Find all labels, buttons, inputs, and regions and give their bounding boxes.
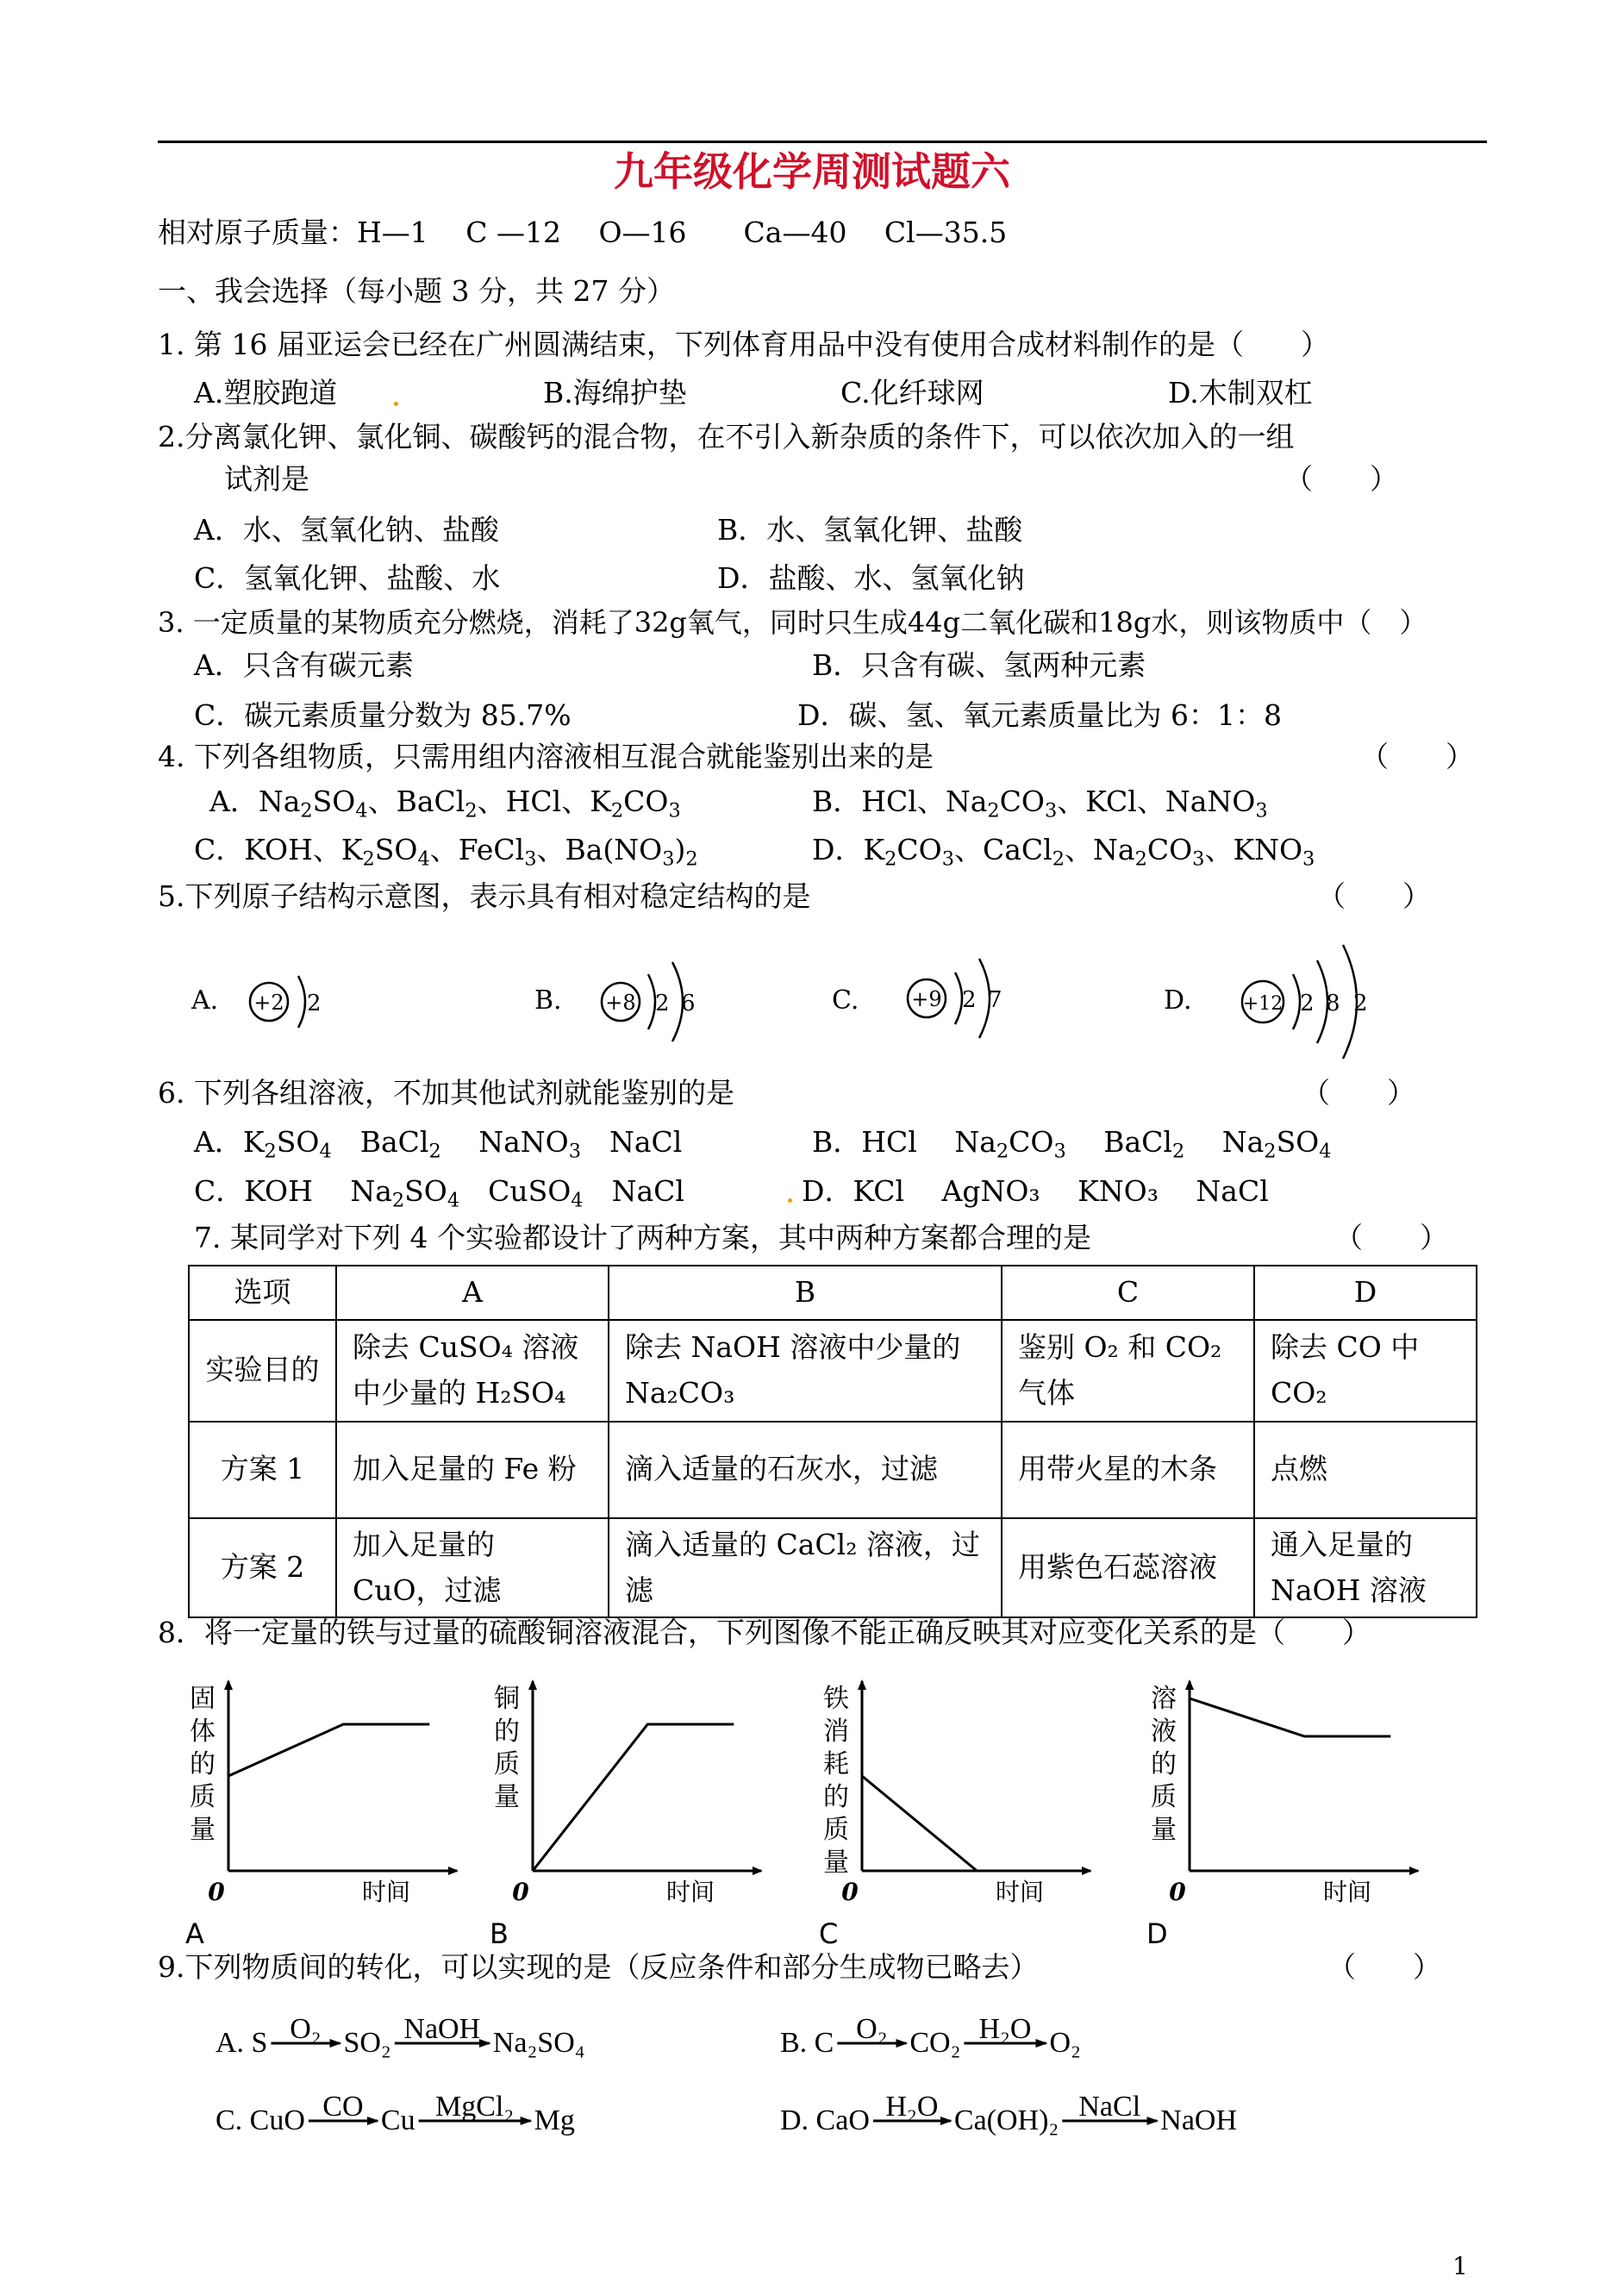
q9-product-2: O₂ bbox=[1049, 2027, 1081, 2059]
table-cell: D bbox=[1254, 1266, 1477, 1320]
q4-paren: （ ） bbox=[1360, 740, 1474, 773]
q9-product-1: Ca(OH)₂ bbox=[953, 2104, 1059, 2136]
q5-a-shell-1-count: 2 bbox=[307, 991, 322, 1016]
q9-product-2: Na₂SO₄ bbox=[492, 2027, 585, 2059]
q2-option-b: B．水、氢氧化钾、盐酸 bbox=[717, 513, 1023, 547]
q2-option-c: C．氢氧化钾、盐酸、水 bbox=[194, 561, 501, 595]
y-axis-label-char: 量 bbox=[1151, 1815, 1177, 1845]
q5-c-shell-1-count: 2 bbox=[962, 987, 977, 1013]
y-axis-label-char: 耗 bbox=[823, 1749, 849, 1779]
q9-reagent-1: H₂O bbox=[885, 2091, 939, 2123]
y-axis-label-char: 质 bbox=[190, 1782, 215, 1812]
q5-b-shell-2-count: 6 bbox=[681, 991, 696, 1016]
table-cell: B bbox=[609, 1266, 1002, 1320]
x-axis-label: 时间 bbox=[666, 1878, 715, 1906]
q1-option-b: B.海绵护垫 bbox=[543, 376, 687, 410]
q9-reagent-2: NaOH bbox=[403, 2013, 481, 2045]
q7-table bbox=[188, 1265, 1477, 1618]
q9-product-1: Cu bbox=[380, 2104, 415, 2136]
q5-d-shell-1-count: 2 bbox=[1300, 991, 1315, 1016]
table-cell: 加入足量的 Fe 粉 bbox=[336, 1422, 609, 1518]
q5-b-nucleus bbox=[602, 983, 640, 1021]
table-cell: 鉴别 O₂ 和 CO₂ 气体 bbox=[1002, 1320, 1254, 1422]
q5-c-nucleus-charge: +9 bbox=[911, 987, 942, 1011]
q5-c-shell-1 bbox=[955, 972, 962, 1024]
y-axis-label-char: 量 bbox=[190, 1815, 215, 1845]
y-axis-label-char: 量 bbox=[823, 1848, 849, 1878]
q5-label-a: A. bbox=[191, 985, 219, 1016]
q9-option-c bbox=[215, 2091, 575, 2136]
y-axis-label-char: 的 bbox=[823, 1782, 849, 1812]
y-axis-label-char: 质 bbox=[494, 1749, 520, 1779]
q8-graph-d bbox=[1146, 1681, 1418, 1950]
q5-label-b: B. bbox=[534, 985, 562, 1016]
table-row bbox=[189, 1320, 1477, 1422]
q3-option-b: B．只含有碳、氢两种元素 bbox=[812, 648, 1146, 682]
origin-label: 0 bbox=[841, 1878, 859, 1906]
table-row bbox=[189, 1422, 1477, 1518]
x-axis-label: 时间 bbox=[996, 1878, 1045, 1906]
table-cell: 除去 CuSO₄ 溶液中少量的 H₂SO₄ bbox=[336, 1320, 609, 1422]
q2-paren: （ ） bbox=[1284, 462, 1398, 496]
table-row bbox=[189, 1518, 1477, 1618]
table-cell: 用带火星的木条 bbox=[1002, 1422, 1254, 1518]
q5-a-shell-1 bbox=[298, 976, 305, 1028]
q5-d-shell-3 bbox=[1343, 945, 1357, 1059]
q5-a-nucleus-charge: +2 bbox=[253, 991, 284, 1015]
atomic-masses: 相对原子质量：H—1 C —12 O—16 Ca—40 Cl—35.5 bbox=[158, 216, 1008, 249]
y-axis-label-char: 固 bbox=[190, 1684, 215, 1714]
y-axis-label-char: 溶 bbox=[1151, 1684, 1177, 1714]
stray-dot bbox=[394, 402, 398, 406]
y-axis-label-char: 液 bbox=[1151, 1717, 1177, 1747]
q6-option-d: D．KCl AgNO₃ KNO₃ NaCl bbox=[802, 1174, 1269, 1208]
q5-label-d: D. bbox=[1164, 985, 1192, 1016]
q9-reagent-2: H₂O bbox=[978, 2013, 1032, 2045]
table-cell: 除去 NaOH 溶液中少量的 Na₂CO₃ bbox=[609, 1320, 1002, 1422]
q2-option-a: A．水、氢氧化钠、盐酸 bbox=[194, 513, 499, 547]
q9-option-d bbox=[780, 2091, 1237, 2136]
q9-reactant: B. C bbox=[780, 2027, 834, 2059]
q6-paren: （ ） bbox=[1302, 1076, 1415, 1110]
q5-d-shell-1 bbox=[1293, 974, 1300, 1029]
q9-reagent-2: NaCl bbox=[1078, 2091, 1141, 2123]
graph-letter-label: A bbox=[185, 1917, 204, 1950]
table-cell: 滴入适量的石灰水，过滤 bbox=[609, 1422, 1002, 1518]
y-axis-label-char: 的 bbox=[190, 1749, 215, 1779]
graph-letter-label: D bbox=[1146, 1917, 1168, 1950]
top-rule bbox=[158, 141, 1487, 143]
q5-c-shell-2 bbox=[979, 959, 990, 1038]
q4-option-c: C．KOH、$K_2SO_4$、FeCl$_3$、$Ba(NO_3)_2$ bbox=[194, 833, 698, 871]
q6-option-c: C．KOH $Na_2SO_4$ CuSO$_4$ NaCl bbox=[194, 1174, 684, 1212]
y-axis-label-char: 质 bbox=[823, 1815, 849, 1845]
q3-stem: 3. 一定质量的某物质充分燃烧，消耗了32g氧气，同时只生成44g二氧化碳和18g水，则该物质中（ ） bbox=[158, 606, 1427, 639]
q5-a-nucleus bbox=[250, 983, 288, 1021]
table-cell: 方案 2 bbox=[189, 1518, 336, 1618]
origin-label: 0 bbox=[1169, 1878, 1186, 1906]
q9-reactant: C. CuO bbox=[215, 2104, 305, 2136]
q8-stem: 8．将一定量的铁与过量的硫酸铜溶液混合，下列图像不能正确反映其对应变化关系的是（ ） bbox=[158, 1616, 1371, 1649]
stray-dot bbox=[788, 1198, 792, 1203]
section-heading: 一、我会选择（每小题 3 分，共 27 分） bbox=[158, 274, 675, 308]
table-cell: 加入足量的 CuO，过滤 bbox=[336, 1518, 609, 1618]
q7-stem: 7. 某同学对下列 4 个实验都设计了两种方案，其中两种方案都合理的是 bbox=[194, 1221, 1091, 1254]
q5-d-shell-2-count: 8 bbox=[1326, 991, 1340, 1016]
table-cell: 除去 CO 中 CO₂ bbox=[1254, 1320, 1477, 1422]
q9-reagent-1: O₂ bbox=[856, 2013, 888, 2045]
q9-stem: 9.下列物质间的转化，可以实现的是（反应条件和部分生成物已略去） bbox=[158, 1950, 1039, 1984]
q6-option-a: A．$K_2SO_4$ BaCl$_2$ NaNO$_3$ NaCl bbox=[194, 1125, 683, 1163]
graph-letter-label: B bbox=[490, 1917, 509, 1950]
q8-graph-a bbox=[185, 1681, 457, 1950]
table-cell: A bbox=[336, 1266, 609, 1320]
y-axis-label-char: 消 bbox=[823, 1717, 849, 1747]
q2-stem: 2.分离氯化钾、氯化铜、碳酸钙的混合物，在不引入新杂质的条件下，可以依次加入的一组 bbox=[158, 420, 1295, 453]
page-title: 九年级化学周测试题六 bbox=[614, 148, 1010, 195]
q9-reactant: A. S bbox=[215, 2027, 268, 2059]
q8-graph-c bbox=[819, 1681, 1090, 1950]
y-axis-label-char: 量 bbox=[494, 1782, 520, 1812]
q9-reagent-1: O₂ bbox=[290, 2013, 322, 2045]
series-line bbox=[533, 1724, 734, 1871]
q5-b-shell-1 bbox=[648, 974, 655, 1029]
q5-d-shell-2 bbox=[1317, 960, 1327, 1043]
graph-letter-label: C bbox=[819, 1917, 839, 1950]
table-cell: 滴入适量的 CaCl₂ 溶液，过滤 bbox=[609, 1518, 1002, 1618]
q9-option-b bbox=[780, 2013, 1081, 2059]
table-cell: 点燃 bbox=[1254, 1422, 1477, 1518]
q1-option-c: C.化纤球网 bbox=[840, 376, 984, 410]
table-cell: 用紫色石蕊溶液 bbox=[1002, 1518, 1254, 1618]
series-line bbox=[228, 1724, 429, 1776]
q4-stem: 4. 下列各组物质，只需用组内溶液相互混合就能鉴别出来的是 bbox=[158, 740, 934, 773]
table-cell: 方案 1 bbox=[189, 1422, 336, 1518]
y-axis-label-char: 质 bbox=[1151, 1782, 1177, 1812]
q9-reagent-1: CO bbox=[322, 2091, 364, 2123]
table-cell: 实验目的 bbox=[189, 1320, 336, 1422]
q3-option-a: A．只含有碳元素 bbox=[194, 648, 414, 682]
y-axis-label-char: 铜 bbox=[494, 1684, 520, 1714]
q4-option-a: A．$Na_2SO_4$、BaCl$_2$、HCl、$K_2CO_3$ bbox=[209, 785, 681, 822]
q5-stem: 5.下列原子结构示意图，表示具有相对稳定结构的是 bbox=[158, 879, 811, 913]
q9-product-2: Mg bbox=[534, 2104, 575, 2136]
q4-option-d: D．$K_2CO_3$、CaCl$_2$、$Na_2CO_3$、$KNO_3$ bbox=[812, 833, 1315, 871]
x-axis-label: 时间 bbox=[1323, 1878, 1372, 1906]
q9-product-2: NaOH bbox=[1160, 2104, 1238, 2136]
q9-option-a bbox=[215, 2013, 585, 2059]
q7-paren: （ ） bbox=[1334, 1221, 1448, 1254]
y-axis-label-char: 体 bbox=[190, 1717, 215, 1747]
table-cell: 选项 bbox=[189, 1266, 336, 1320]
q5-d-nucleus-charge: +12 bbox=[1242, 993, 1284, 1015]
x-axis-label: 时间 bbox=[362, 1878, 411, 1906]
y-axis-label-char: 的 bbox=[1151, 1749, 1177, 1779]
q9-product-1: SO₂ bbox=[343, 2027, 391, 2059]
q3-option-c: C．碳元素质量分数为 85.7% bbox=[194, 698, 572, 732]
q1-option-d: D.木制双杠 bbox=[1168, 376, 1313, 410]
q1-stem: 1. 第 16 届亚运会已经在广州圆满结束，下列体育用品中没有使用合成材料制作的是（ ） bbox=[158, 328, 1329, 361]
origin-label: 0 bbox=[208, 1878, 225, 1906]
q5-paren: （ ） bbox=[1317, 879, 1431, 913]
q9-product-1: CO₂ bbox=[909, 2027, 961, 2059]
series-line bbox=[1190, 1698, 1390, 1736]
q5-c-shell-2-count: 7 bbox=[988, 987, 1003, 1013]
q3-option-d: D．碳、氢、氧元素质量比为 6：1：8 bbox=[797, 698, 1282, 732]
q9-reactant: D. CaO bbox=[780, 2104, 870, 2136]
q6-stem: 6. 下列各组溶液，不加其他试剂就能鉴别的是 bbox=[158, 1076, 734, 1110]
q2-stem-2: 试剂是 bbox=[224, 462, 309, 496]
q5-b-shell-1-count: 2 bbox=[655, 991, 670, 1016]
table-cell: C bbox=[1002, 1266, 1254, 1320]
q5-label-c: C. bbox=[832, 985, 859, 1016]
q4-option-b: B．HCl、$Na_2CO_3$、KCl、NaNO$_3$ bbox=[812, 785, 1268, 822]
q5-d-nucleus bbox=[1242, 981, 1284, 1022]
q5-b-nucleus-charge: +8 bbox=[605, 991, 636, 1015]
q6-option-b: B．HCl $Na_2CO_3$ BaCl$_2$ $Na_2SO_4$ bbox=[812, 1125, 1332, 1163]
q5-c-nucleus bbox=[908, 979, 946, 1017]
table-cell: 通入足量的 NaOH 溶液 bbox=[1254, 1518, 1477, 1618]
y-axis-label-char: 的 bbox=[494, 1717, 520, 1747]
q2-option-d: D．盐酸、水、氢氧化钠 bbox=[717, 561, 1025, 595]
q5-b-shell-2 bbox=[672, 962, 683, 1041]
origin-label: 0 bbox=[512, 1878, 529, 1906]
q9-reagent-2: MgCl₂ bbox=[435, 2091, 515, 2123]
q8-graph-b bbox=[490, 1681, 761, 1950]
q9-paren: （ ） bbox=[1327, 1950, 1441, 1984]
q5-d-shell-3-count: 2 bbox=[1353, 991, 1368, 1016]
series-line bbox=[862, 1776, 977, 1871]
page-number: 1 bbox=[1452, 2252, 1468, 2280]
y-axis-label-char: 铁 bbox=[823, 1684, 849, 1714]
table-header-row bbox=[189, 1266, 1477, 1320]
q1-option-a: A.塑胶跑道 bbox=[194, 376, 338, 410]
